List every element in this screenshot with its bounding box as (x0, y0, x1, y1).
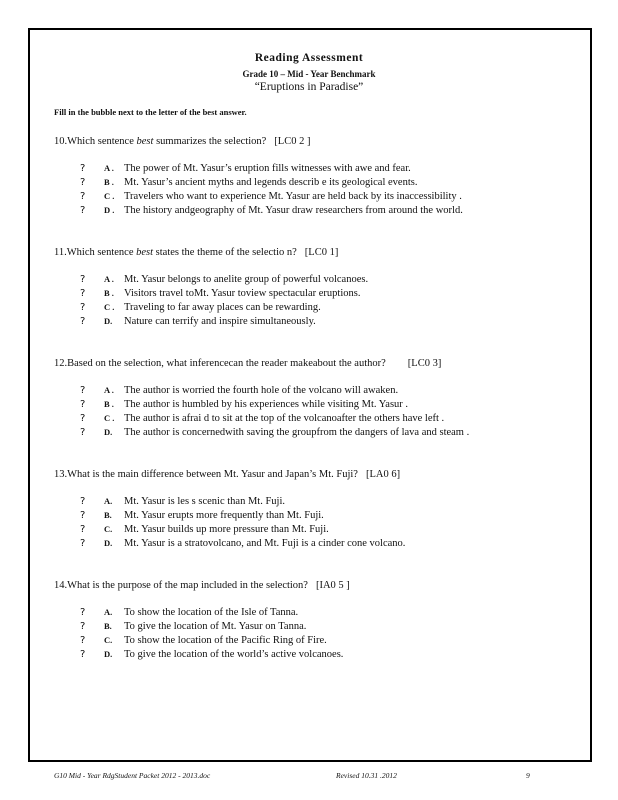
option-text: Mt. Yasur erupts more frequently than Mt. Fuji. (124, 510, 324, 521)
standard-code: [LC0 3] (407, 358, 442, 369)
answer-bubble-icon[interactable]: ? (80, 205, 86, 216)
answer-bubble-icon[interactable]: ? (80, 538, 86, 549)
answer-bubble-icon[interactable]: ? (80, 496, 86, 507)
option-text: Mt. Yasur’s ancient myths and legends describ e its geological events. (124, 177, 418, 188)
answer-option[interactable] (80, 177, 417, 188)
standard-code: [IA0 5 ] (315, 580, 350, 591)
option-text: Visitors travel toMt. Yasur toview spectacular eruptions. (124, 288, 361, 299)
answer-bubble-icon[interactable]: ? (80, 385, 86, 396)
answer-option[interactable] (80, 607, 298, 618)
question-emphasis: best (136, 247, 154, 258)
question-prefix: 14.What is the purpose of the map included in the selection? (54, 580, 308, 591)
option-text: Mt. Yasur is les s scenic than Mt. Fuji. (124, 496, 286, 507)
answer-bubble-icon[interactable]: ? (80, 177, 86, 188)
answer-option[interactable] (80, 302, 321, 313)
answer-option[interactable] (80, 649, 343, 660)
answer-option[interactable] (80, 191, 462, 202)
page-number: 9 (526, 771, 530, 780)
question-suffix: states the theme of the selectio n? (153, 247, 297, 258)
footer-filename: G10 Mid - Year RdgStudent Packet 2012 - 2013.doc (54, 771, 211, 780)
option-text: To show the location of the Pacific Ring of Fire. (124, 635, 327, 646)
option-letter: A . (104, 385, 114, 395)
answer-bubble-icon[interactable]: ? (80, 413, 86, 424)
option-text: The author is concernedwith saving the groupfrom the dangers of lava and steam . (124, 427, 470, 438)
answer-option[interactable] (80, 205, 463, 216)
answer-option[interactable] (80, 399, 408, 410)
answer-bubble-icon[interactable]: ? (80, 635, 86, 646)
option-letter: C . (104, 191, 115, 201)
answer-bubble-icon[interactable]: ? (80, 427, 86, 438)
answer-option[interactable] (80, 427, 469, 438)
option-letter: A . (104, 163, 114, 173)
question-10 (54, 136, 310, 147)
answer-bubble-icon[interactable]: ? (80, 191, 86, 202)
answer-bubble-icon[interactable]: ? (80, 621, 86, 632)
answer-option[interactable] (80, 316, 316, 327)
option-letter: D. (104, 649, 113, 659)
question-12 (54, 358, 441, 369)
answer-option[interactable] (80, 496, 285, 507)
answer-option[interactable] (80, 635, 327, 646)
option-letter: C. (104, 635, 113, 645)
option-text: The history andgeography of Mt. Yasur draw researchers from around the world. (124, 205, 463, 216)
question-suffix: summarizes the selection? (153, 136, 267, 147)
footer-revised: Revised 10.31 .2012 (336, 771, 397, 780)
option-letter: B . (104, 399, 114, 409)
option-text: Mt. Yasur is a stratovolcano, and Mt. Fuji is a cinder cone volcano. (124, 538, 406, 549)
instructions: Fill in the bubble next to the letter of the best answer. (54, 107, 247, 117)
question-prefix: 13.What is the main difference between Mt. Yasur and Japan’s Mt. Fuji? (54, 469, 358, 480)
option-text: Traveling to far away places can be rewarding. (124, 302, 321, 313)
answer-bubble-icon[interactable]: ? (80, 649, 86, 660)
question-prefix: 10.Which sentence (54, 136, 137, 147)
option-text: Mt. Yasur builds up more pressure than Mt. Fuji. (124, 524, 329, 535)
question-14 (54, 580, 350, 591)
standard-code: [LC0 1] (304, 247, 339, 258)
answer-option[interactable] (80, 274, 368, 285)
answer-option[interactable] (80, 510, 324, 521)
option-letter: A. (104, 607, 113, 617)
option-text: The author is afrai d to sit at the top of the volcanoafter the others have left . (124, 413, 445, 424)
answer-option[interactable] (80, 413, 444, 424)
option-letter: D . (104, 205, 115, 215)
option-letter: C . (104, 302, 115, 312)
standard-code: [LC0 2 ] (274, 136, 311, 147)
answer-option[interactable] (80, 163, 411, 174)
option-letter: D. (104, 427, 113, 437)
option-letter: B. (104, 621, 112, 631)
option-text: The power of Mt. Yasur’s eruption fills witnesses with awe and fear. (124, 163, 411, 174)
answer-bubble-icon[interactable]: ? (80, 288, 86, 299)
question-prefix: 11.Which sentence (54, 247, 137, 258)
answer-bubble-icon[interactable]: ? (80, 510, 86, 521)
option-text: To give the location of Mt. Yasur on Tanna. (124, 621, 307, 632)
question-emphasis: best (136, 136, 154, 147)
answer-bubble-icon[interactable]: ? (80, 274, 86, 285)
standard-code: [LA0 6] (365, 469, 401, 480)
option-text: To give the location of the world’s active volcanoes. (124, 649, 344, 660)
option-letter: D. (104, 538, 113, 548)
question-prefix: 12.Based on the selection, what inferencecan the reader makeabout the author? (54, 358, 386, 369)
answer-option[interactable] (80, 385, 398, 396)
option-text: Nature can terrify and inspire simultaneously. (124, 316, 316, 327)
question-11 (54, 247, 338, 258)
option-letter: C . (104, 413, 115, 423)
option-text: The author is worried the fourth hole of the volcano will awaken. (124, 385, 399, 396)
answer-bubble-icon[interactable]: ? (80, 163, 86, 174)
passage-title: “Eruptions in Paradise” (254, 81, 364, 93)
answer-bubble-icon[interactable]: ? (80, 524, 86, 535)
option-letter: A . (104, 274, 114, 284)
answer-option[interactable] (80, 621, 306, 632)
assessment-title: Reading Assessment (254, 52, 364, 64)
answer-option[interactable] (80, 288, 360, 299)
answer-option[interactable] (80, 524, 329, 535)
answer-bubble-icon[interactable]: ? (80, 316, 86, 327)
answer-bubble-icon[interactable]: ? (80, 607, 86, 618)
answer-option[interactable] (80, 538, 405, 549)
option-text: The author is humbled by his experiences while visiting Mt. Yasur . (124, 399, 409, 410)
option-text: Travelers who want to experience Mt. Yasur are held back by its inaccessibility . (124, 191, 462, 202)
option-text: To show the location of the Isle of Tanna. (124, 607, 299, 618)
option-letter: B . (104, 177, 114, 187)
option-letter: B . (104, 288, 114, 298)
option-letter: D. (104, 316, 113, 326)
answer-bubble-icon[interactable]: ? (80, 302, 86, 313)
assessment-subtitle: Grade 10 – Mid - Year Benchmark (242, 69, 376, 79)
answer-bubble-icon[interactable]: ? (80, 399, 86, 410)
option-letter: C. (104, 524, 113, 534)
option-letter: B. (104, 510, 112, 520)
option-text: Mt. Yasur belongs to anelite group of powerful volcanoes. (124, 274, 369, 285)
question-13 (54, 469, 400, 480)
option-letter: A. (104, 496, 113, 506)
